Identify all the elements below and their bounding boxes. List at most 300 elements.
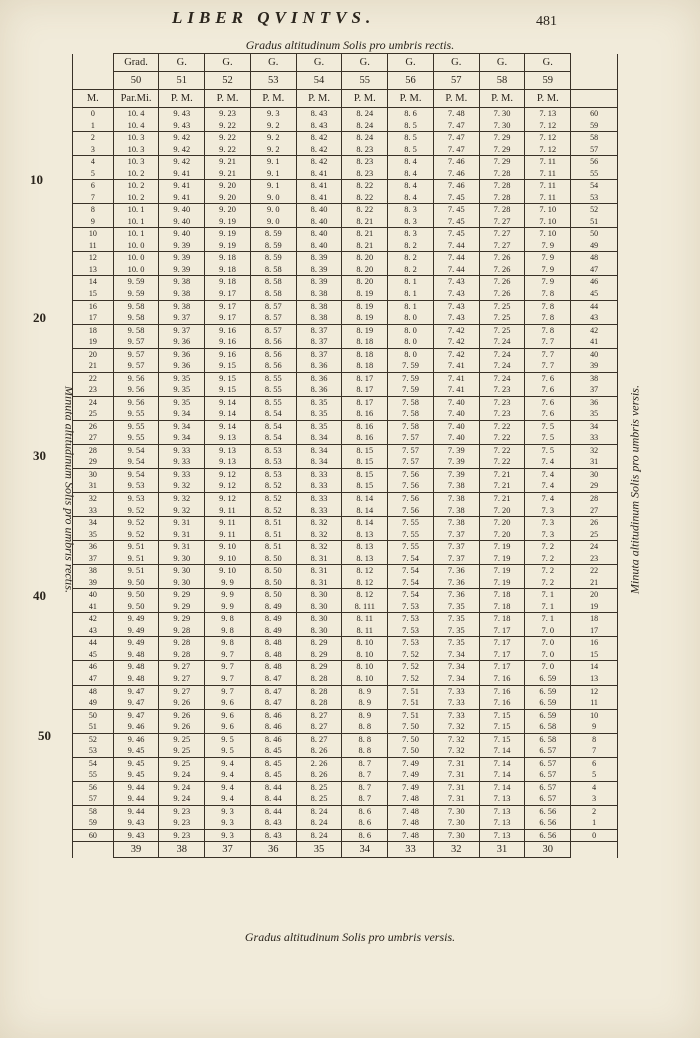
value-cell: 9. 21 — [205, 156, 251, 168]
value-cell: 8. 27 — [296, 733, 342, 745]
margin-mark-40: 40 — [33, 588, 46, 603]
value-cell: 8. 56 — [250, 360, 296, 372]
value-cell: 8. 24 — [342, 132, 388, 144]
value-cell: 8. 58 — [250, 276, 296, 288]
value-cell: 8. 17 — [342, 384, 388, 396]
reverse-minute-cell: 24 — [571, 541, 618, 553]
value-cell: 7. 35 — [433, 637, 479, 649]
value-cell: 7. 44 — [433, 252, 479, 264]
value-cell: 9. 59 — [113, 276, 159, 288]
value-cell: 7. 9 — [525, 240, 571, 252]
value-cell: 7. 12 — [525, 132, 571, 144]
value-cell: 7. 0 — [525, 661, 571, 673]
value-cell: 7. 53 — [388, 637, 434, 649]
value-cell: 8. 18 — [342, 336, 388, 348]
value-cell: 7. 44 — [433, 240, 479, 252]
value-cell: 9. 48 — [113, 649, 159, 661]
value-cell: 9. 25 — [159, 733, 205, 745]
value-cell: 8. 43 — [250, 817, 296, 829]
footer-degree: 37 — [205, 842, 251, 858]
value-cell: 6. 57 — [525, 769, 571, 781]
margin-mark-10: 10 — [30, 172, 43, 187]
value-cell: 9. 12 — [205, 493, 251, 505]
value-cell: 8. 24 — [342, 120, 388, 132]
value-cell: 8. 35 — [296, 396, 342, 408]
value-cell: 6. 57 — [525, 781, 571, 793]
value-cell: 8. 42 — [296, 144, 342, 156]
value-cell: 9. 55 — [113, 420, 159, 432]
value-cell: 7. 9 — [525, 252, 571, 264]
value-cell: 9. 46 — [113, 721, 159, 733]
value-cell: 9. 32 — [159, 480, 205, 492]
value-cell: 9. 34 — [159, 432, 205, 444]
reverse-minute-cell: 23 — [571, 553, 618, 565]
value-cell: 7. 19 — [479, 565, 525, 577]
value-cell: 7. 59 — [388, 360, 434, 372]
value-cell: 9. 43 — [113, 817, 159, 829]
value-cell: 9. 30 — [159, 577, 205, 589]
value-cell: 7. 7 — [525, 348, 571, 360]
value-cell: 7. 23 — [479, 384, 525, 396]
value-cell: 9. 33 — [159, 444, 205, 456]
value-cell: 9. 6 — [205, 697, 251, 709]
value-cell: 7. 12 — [525, 120, 571, 132]
value-cell: 8. 4 — [388, 168, 434, 180]
minute-cell: 26 — [73, 420, 114, 432]
value-cell: 7. 21 — [479, 468, 525, 480]
table-row — [73, 288, 618, 300]
table-row — [73, 493, 618, 505]
reverse-minute-cell: 2 — [571, 805, 618, 817]
value-cell: 9. 22 — [205, 144, 251, 156]
value-cell: 7. 55 — [388, 541, 434, 553]
value-cell: 8. 3 — [388, 216, 434, 228]
header-pm-label: P. M. — [479, 90, 525, 108]
value-cell: 7. 20 — [479, 517, 525, 529]
value-cell: 8. 22 — [342, 204, 388, 216]
value-cell: 8. 19 — [342, 312, 388, 324]
value-cell: 9. 39 — [159, 240, 205, 252]
footer-degree: 33 — [388, 842, 434, 858]
value-cell: 9. 45 — [113, 769, 159, 781]
minute-cell: 1 — [73, 120, 114, 132]
value-cell: 8. 50 — [250, 565, 296, 577]
right-side-caption: Minuta altitudinum Solis pro umbris versis. — [627, 385, 642, 594]
header-pm-label: P. M. — [205, 90, 251, 108]
value-cell: 9. 19 — [205, 216, 251, 228]
value-cell: 7. 42 — [433, 324, 479, 336]
value-cell: 9. 3 — [250, 108, 296, 120]
value-cell: 7. 3 — [525, 517, 571, 529]
reverse-minute-cell: 15 — [571, 649, 618, 661]
reverse-minute-cell: 40 — [571, 348, 618, 360]
value-cell: 7. 24 — [479, 348, 525, 360]
header-degree: 55 — [342, 72, 388, 90]
value-cell: 8. 1 — [388, 300, 434, 312]
value-cell: 7. 59 — [388, 384, 434, 396]
value-cell: 6. 59 — [525, 697, 571, 709]
value-cell: 9. 9 — [205, 589, 251, 601]
value-cell: 7. 3 — [525, 505, 571, 517]
value-cell: 8. 28 — [296, 685, 342, 697]
value-cell: 7. 23 — [479, 396, 525, 408]
value-cell: 7. 26 — [479, 252, 525, 264]
left-side-caption: Minuta altitudinum Solis pro umbris rectis. — [62, 385, 77, 594]
footer-blank — [571, 842, 618, 858]
header-degree: 50 — [113, 72, 159, 90]
reverse-minute-cell: 10 — [571, 709, 618, 721]
table-row — [73, 733, 618, 745]
value-cell: 8. 5 — [388, 132, 434, 144]
value-cell: 8. 46 — [250, 709, 296, 721]
value-cell: 9. 14 — [205, 420, 251, 432]
value-cell: 9. 33 — [159, 468, 205, 480]
value-cell: 9. 48 — [113, 673, 159, 685]
value-cell: 7. 31 — [433, 793, 479, 805]
value-cell: 7. 16 — [479, 697, 525, 709]
value-cell: 7. 51 — [388, 697, 434, 709]
value-cell: 7. 18 — [479, 589, 525, 601]
value-cell: 7. 52 — [388, 649, 434, 661]
header-blank — [571, 72, 618, 90]
reverse-minute-cell: 56 — [571, 156, 618, 168]
value-cell: 9. 6 — [205, 709, 251, 721]
table-row — [73, 757, 618, 769]
minute-cell: 50 — [73, 709, 114, 721]
value-cell: 9. 20 — [205, 204, 251, 216]
header-pm-label: P. M. — [250, 90, 296, 108]
header-blank — [571, 54, 618, 72]
value-cell: 9. 36 — [159, 360, 205, 372]
value-cell: 9. 29 — [159, 589, 205, 601]
value-cell: 9. 54 — [113, 468, 159, 480]
value-cell: 9. 13 — [205, 432, 251, 444]
footer-degree: 39 — [113, 842, 159, 858]
value-cell: 9. 28 — [159, 637, 205, 649]
value-cell: 9. 29 — [159, 613, 205, 625]
value-cell: 9. 47 — [113, 685, 159, 697]
reverse-minute-cell: 35 — [571, 408, 618, 420]
value-cell: 7. 34 — [433, 661, 479, 673]
table-row — [73, 721, 618, 733]
value-cell: 8. 31 — [296, 577, 342, 589]
margin-mark-30: 30 — [33, 448, 46, 463]
table-row — [73, 432, 618, 444]
value-cell: 7. 12 — [525, 144, 571, 156]
value-cell: 8. 18 — [342, 348, 388, 360]
reverse-minute-cell: 17 — [571, 625, 618, 637]
value-cell: 8. 50 — [250, 577, 296, 589]
value-cell: 8. 19 — [342, 288, 388, 300]
value-cell: 7. 43 — [433, 312, 479, 324]
value-cell: 9. 49 — [113, 637, 159, 649]
header-g-label: G. — [296, 54, 342, 72]
value-cell: 9. 53 — [113, 480, 159, 492]
value-cell: 8. 59 — [250, 252, 296, 264]
table-row — [73, 577, 618, 589]
value-cell: 8. 13 — [342, 529, 388, 541]
table-row — [73, 817, 618, 829]
value-cell: 7. 51 — [388, 709, 434, 721]
value-cell: 8. 30 — [296, 589, 342, 601]
value-cell: 9. 8 — [205, 613, 251, 625]
value-cell: 7. 29 — [479, 156, 525, 168]
value-cell: 8. 57 — [250, 312, 296, 324]
table-row — [73, 625, 618, 637]
value-cell: 7. 4 — [525, 456, 571, 468]
minute-cell: 49 — [73, 697, 114, 709]
value-cell: 9. 11 — [205, 529, 251, 541]
minute-cell: 47 — [73, 673, 114, 685]
table-row — [73, 781, 618, 793]
value-cell: 7. 46 — [433, 180, 479, 192]
value-cell: 7. 26 — [479, 288, 525, 300]
table-row — [73, 144, 618, 156]
value-cell: 9. 20 — [205, 192, 251, 204]
value-cell: 8. 48 — [250, 649, 296, 661]
value-cell: 8. 19 — [342, 300, 388, 312]
value-cell: 7. 58 — [388, 420, 434, 432]
value-cell: 7. 32 — [433, 733, 479, 745]
value-cell: 8. 53 — [250, 444, 296, 456]
table-body — [73, 54, 618, 858]
value-cell: 7. 30 — [479, 120, 525, 132]
value-cell: 8. 44 — [250, 781, 296, 793]
value-cell: 9. 31 — [159, 529, 205, 541]
value-cell: 9. 45 — [113, 757, 159, 769]
value-cell: 7. 40 — [433, 432, 479, 444]
value-cell: 8. 0 — [388, 336, 434, 348]
value-cell: 8. 6 — [342, 829, 388, 842]
value-cell: 7. 11 — [525, 180, 571, 192]
value-cell: 7. 17 — [479, 637, 525, 649]
value-cell: 8. 4 — [388, 180, 434, 192]
value-cell: 8. 24 — [342, 108, 388, 120]
value-cell: 7. 15 — [479, 721, 525, 733]
header-grad-label: Grad. — [113, 54, 159, 72]
minute-cell: 20 — [73, 348, 114, 360]
value-cell: 8. 4 — [388, 192, 434, 204]
table-row — [73, 649, 618, 661]
value-cell: 7. 48 — [433, 108, 479, 120]
table-row — [73, 541, 618, 553]
header-degree: 59 — [525, 72, 571, 90]
reverse-minute-cell: 14 — [571, 661, 618, 673]
reverse-minute-cell: 26 — [571, 517, 618, 529]
minute-cell: 60 — [73, 829, 114, 842]
value-cell: 7. 54 — [388, 553, 434, 565]
value-cell: 9. 44 — [113, 805, 159, 817]
value-cell: 7. 7 — [525, 360, 571, 372]
reverse-minute-cell: 30 — [571, 468, 618, 480]
value-cell: 8. 39 — [296, 276, 342, 288]
value-cell: 8. 24 — [296, 829, 342, 842]
value-cell: 8. 26 — [296, 769, 342, 781]
value-cell: 8. 51 — [250, 541, 296, 553]
reverse-minute-cell: 22 — [571, 565, 618, 577]
header-g-label: G. — [250, 54, 296, 72]
margin-mark-20: 20 — [33, 310, 46, 325]
minute-cell: 27 — [73, 432, 114, 444]
value-cell: 9. 55 — [113, 408, 159, 420]
minute-cell: 32 — [73, 493, 114, 505]
value-cell: 7. 20 — [479, 529, 525, 541]
value-cell: 7. 14 — [479, 781, 525, 793]
value-cell: 10. 4 — [113, 120, 159, 132]
header-g-label: G. — [479, 54, 525, 72]
value-cell: 7. 27 — [479, 216, 525, 228]
value-cell: 6. 58 — [525, 733, 571, 745]
value-cell: 7. 10 — [525, 204, 571, 216]
value-cell: 7. 56 — [388, 493, 434, 505]
reverse-minute-cell: 31 — [571, 456, 618, 468]
value-cell: 7. 45 — [433, 204, 479, 216]
reverse-minute-cell: 49 — [571, 240, 618, 252]
header-g-label: G. — [433, 54, 479, 72]
value-cell: 9. 31 — [159, 541, 205, 553]
table-row — [73, 300, 618, 312]
value-cell: 8. 22 — [342, 180, 388, 192]
value-cell: 9. 50 — [113, 601, 159, 613]
value-cell: 8. 49 — [250, 613, 296, 625]
value-cell: 7. 26 — [479, 264, 525, 276]
value-cell: 7. 28 — [479, 204, 525, 216]
table-row — [73, 480, 618, 492]
value-cell: 8. 37 — [296, 348, 342, 360]
value-cell: 8. 12 — [342, 589, 388, 601]
footer-degree: 32 — [433, 842, 479, 858]
value-cell: 9. 11 — [205, 517, 251, 529]
value-cell: 9. 35 — [159, 384, 205, 396]
minute-cell: 29 — [73, 456, 114, 468]
value-cell: 9. 41 — [159, 168, 205, 180]
value-cell: 9. 56 — [113, 396, 159, 408]
value-cell: 8. 58 — [250, 288, 296, 300]
table-row — [73, 312, 618, 324]
minute-cell: 40 — [73, 589, 114, 601]
value-cell: 9. 20 — [205, 180, 251, 192]
reverse-minute-cell: 43 — [571, 312, 618, 324]
value-cell: 9. 30 — [159, 553, 205, 565]
value-cell: 9. 25 — [159, 745, 205, 757]
value-cell: 7. 30 — [433, 805, 479, 817]
value-cell: 9. 57 — [113, 360, 159, 372]
table-row — [73, 156, 618, 168]
table-row — [73, 348, 618, 360]
value-cell: 7. 40 — [433, 408, 479, 420]
value-cell: 9. 27 — [159, 661, 205, 673]
value-cell: 7. 18 — [479, 613, 525, 625]
value-cell: 7. 58 — [388, 396, 434, 408]
value-cell: 7. 16 — [479, 685, 525, 697]
value-cell: 8. 49 — [250, 601, 296, 613]
value-cell: 7. 56 — [388, 468, 434, 480]
value-cell: 6. 56 — [525, 829, 571, 842]
value-cell: 7. 22 — [479, 420, 525, 432]
value-cell: 7. 55 — [388, 517, 434, 529]
value-cell: 9. 22 — [205, 120, 251, 132]
value-cell: 7. 8 — [525, 312, 571, 324]
value-cell: 8. 15 — [342, 444, 388, 456]
value-cell: 7. 4 — [525, 480, 571, 492]
minute-cell: 56 — [73, 781, 114, 793]
value-cell: 8. 20 — [342, 276, 388, 288]
value-cell: 9. 49 — [113, 625, 159, 637]
value-cell: 9. 44 — [113, 793, 159, 805]
value-cell: 8. 40 — [296, 204, 342, 216]
value-cell: 6. 57 — [525, 745, 571, 757]
minute-cell: 11 — [73, 240, 114, 252]
value-cell: 8. 21 — [342, 228, 388, 240]
value-cell: 9. 51 — [113, 553, 159, 565]
value-cell: 8. 29 — [296, 649, 342, 661]
value-cell: 8. 54 — [250, 408, 296, 420]
table-row — [73, 120, 618, 132]
value-cell: 8. 38 — [296, 312, 342, 324]
value-cell: 9. 55 — [113, 432, 159, 444]
minute-cell: 45 — [73, 649, 114, 661]
value-cell: 8. 30 — [296, 601, 342, 613]
value-cell: 8. 29 — [296, 637, 342, 649]
value-cell: 7. 54 — [388, 565, 434, 577]
value-cell: 9. 29 — [159, 601, 205, 613]
value-cell: 7. 45 — [433, 192, 479, 204]
value-cell: 9. 22 — [205, 132, 251, 144]
value-cell: 8. 53 — [250, 456, 296, 468]
value-cell: 8. 20 — [342, 252, 388, 264]
value-cell: 7. 59 — [388, 372, 434, 384]
reverse-minute-cell: 25 — [571, 529, 618, 541]
value-cell: 8. 20 — [342, 264, 388, 276]
value-cell: 9. 51 — [113, 541, 159, 553]
value-cell: 9. 45 — [113, 745, 159, 757]
value-cell: 7. 25 — [479, 300, 525, 312]
value-cell: 7. 38 — [433, 517, 479, 529]
reverse-minute-cell: 47 — [571, 264, 618, 276]
reverse-minute-cell: 46 — [571, 276, 618, 288]
value-cell: 7. 48 — [388, 793, 434, 805]
table-row — [73, 396, 618, 408]
value-cell: 7. 37 — [433, 529, 479, 541]
value-cell: 9. 2 — [250, 132, 296, 144]
table-row — [73, 420, 618, 432]
value-cell: 8. 1 — [388, 276, 434, 288]
value-cell: 9. 3 — [205, 805, 251, 817]
value-cell: 7. 43 — [433, 276, 479, 288]
table-row — [73, 601, 618, 613]
minute-cell: 38 — [73, 565, 114, 577]
value-cell: 8. 10 — [342, 661, 388, 673]
minute-cell: 9 — [73, 216, 114, 228]
value-cell: 8. 37 — [296, 324, 342, 336]
value-cell: 8. 52 — [250, 493, 296, 505]
header-parmi-label: Par.Mi. — [113, 90, 159, 108]
minute-cell: 5 — [73, 168, 114, 180]
value-cell: 8. 46 — [250, 733, 296, 745]
value-cell: 8. 7 — [342, 769, 388, 781]
value-cell: 8. 36 — [296, 360, 342, 372]
value-cell: 7. 42 — [433, 336, 479, 348]
reverse-minute-cell: 54 — [571, 180, 618, 192]
value-cell: 9. 43 — [113, 829, 159, 842]
header-pm-label: P. M. — [296, 90, 342, 108]
value-cell: 8. 10 — [342, 637, 388, 649]
minute-cell: 59 — [73, 817, 114, 829]
value-cell: 7. 43 — [433, 300, 479, 312]
value-cell: 9. 11 — [205, 505, 251, 517]
value-cell: 7. 14 — [479, 745, 525, 757]
value-cell: 7. 9 — [525, 276, 571, 288]
